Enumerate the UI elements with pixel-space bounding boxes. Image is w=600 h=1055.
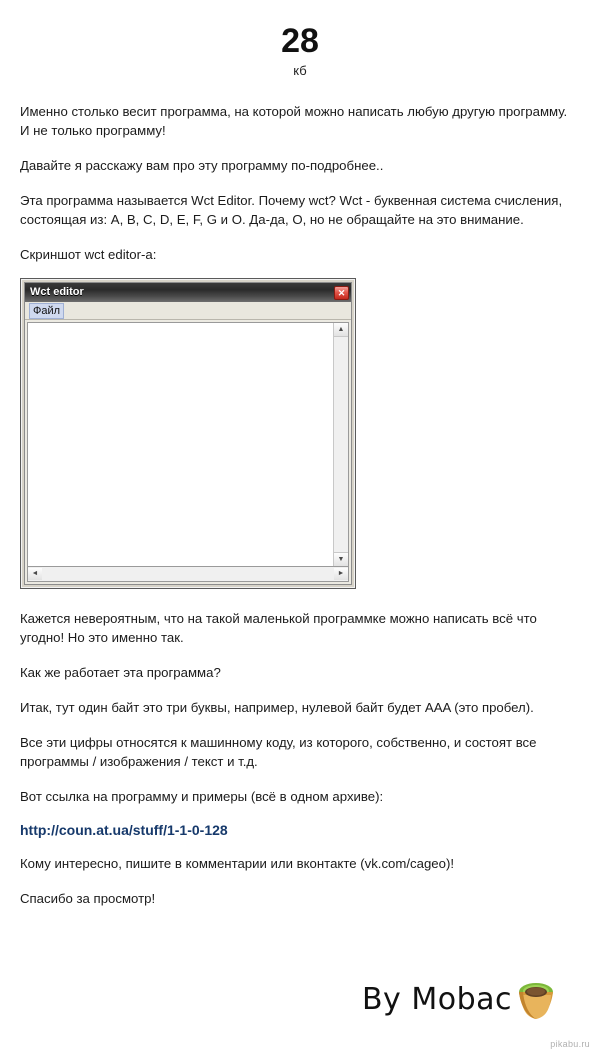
screenshot-container <box>20 278 580 589</box>
paragraph-machine-code: Все эти цифры относятся к машинному коду, из которого, собственно, и состоят все программы / изображения / текст и т.д. <box>20 735 537 769</box>
paragraph-wct-explain: Эта программа называется Wct Editor. Почему wct? Wct - буквенная система счисления, состоящая из: A, B, C, D, E, F, G и O. Да-да, O, но не обращайте на это внимание. <box>20 193 563 227</box>
menu-item-file[interactable]: Файл <box>29 303 64 319</box>
close-icon[interactable]: ✕ <box>334 286 349 300</box>
author-signature: By Mobac <box>361 982 512 1017</box>
vertical-scrollbar[interactable] <box>333 323 348 566</box>
size-number: 28 <box>281 22 319 60</box>
pie-icon <box>508 975 564 1023</box>
paragraph-tell-more: Давайте я расскажу вам про эту программу по-подробнее.. <box>20 158 384 173</box>
paragraph-how-works: Как же работает эта программа? <box>20 665 221 680</box>
scroll-left-icon[interactable]: ◄ <box>28 568 42 580</box>
window-menubar <box>25 302 351 320</box>
size-unit: кб <box>293 63 307 78</box>
download-link[interactable]: http://coun.at.ua/stuff/1-1-0-128 <box>20 822 228 838</box>
watermark: pikabu.ru <box>550 1039 590 1049</box>
scroll-up-icon[interactable]: ▲ <box>334 323 348 337</box>
paragraph-link-label: Вот ссылка на программу и примеры (всё в одном архиве): <box>20 789 384 804</box>
paragraph-screenshot-label: Скриншот wct editor-a: <box>20 247 157 262</box>
paragraph-incredible: Кажется невероятным, что на такой маленькой программке можно написать всё что угодно! Но это именно так. <box>20 611 537 645</box>
scroll-down-icon[interactable]: ▼ <box>334 552 348 566</box>
paragraph-thanks: Спасибо за просмотр! <box>20 891 156 906</box>
paragraph-byte-explain: Итак, тут один байт это три буквы, например, нулевой байт будет AAA (это пробел). <box>20 700 534 715</box>
editor-text-area[interactable] <box>27 322 349 567</box>
scroll-right-icon[interactable]: ► <box>334 568 348 580</box>
window-title: Wct editor <box>30 286 84 298</box>
post-body <box>0 102 600 908</box>
window-inner <box>24 282 352 585</box>
horizontal-scrollbar[interactable] <box>27 567 349 582</box>
wct-editor-window <box>20 278 356 589</box>
paragraph-contacts: Кому интересно, пишите в комментарии или вконтакте (vk.com/cageo)! <box>20 856 455 871</box>
window-titlebar <box>25 283 351 302</box>
page-header <box>0 0 600 80</box>
paragraph-intro: Именно столько весит программа, на которой можно написать любую другую программу. И не только программу! <box>20 104 568 138</box>
